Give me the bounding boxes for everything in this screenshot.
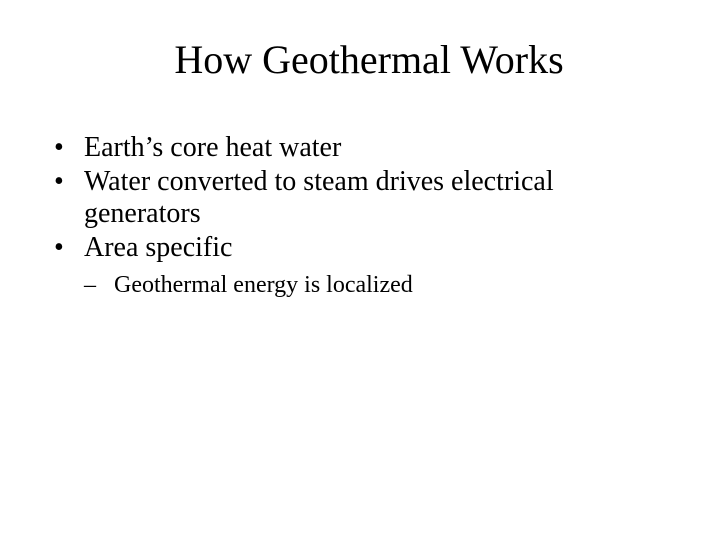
sub-bullet-list [84,270,674,300]
bullet-text: Water converted to steam drives electrical generators [84,166,554,229]
bullet-item [54,166,674,230]
bullet-item [54,232,674,300]
bullet-list [54,132,674,302]
bullet-marker: • [54,166,64,197]
sub-bullet-marker: – [84,272,96,298]
slide-title: How Geothermal Works [174,37,564,82]
bullet-marker: • [54,132,64,163]
bullet-text: Area specific [84,232,233,263]
bullet-item [54,132,674,164]
sub-bullet-text: Geothermal energy is localized [114,272,413,298]
bullet-marker: • [54,232,64,263]
bullet-text: Earth’s core heat water [84,132,342,163]
sub-bullet-item [84,270,674,300]
